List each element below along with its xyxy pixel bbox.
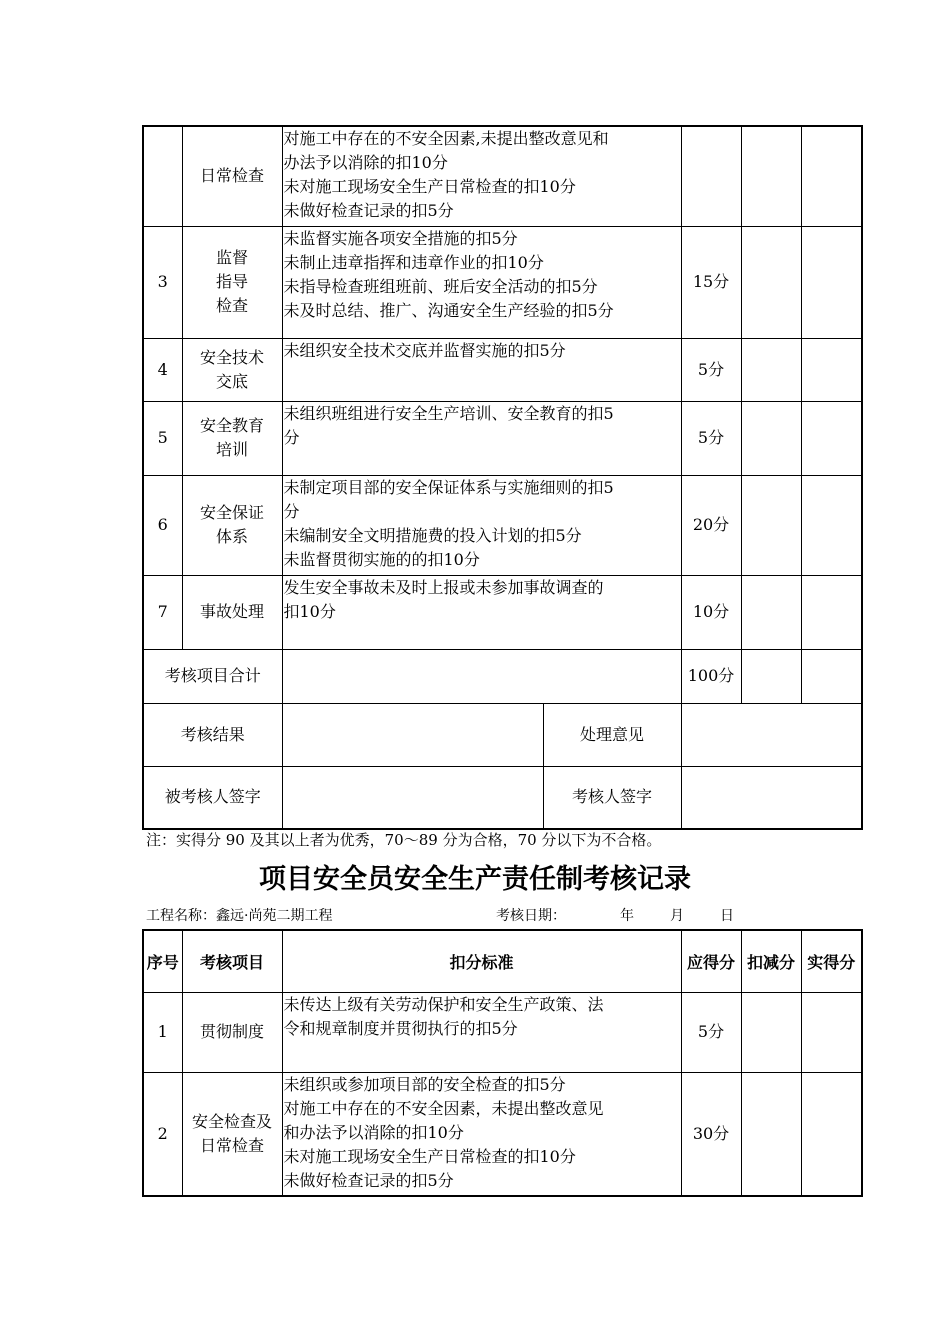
total-actual	[801, 649, 862, 703]
criteria-line: 令和规章制度并贯彻执行的扣5分	[283, 1018, 518, 1038]
header-item: 考核项目	[182, 930, 282, 992]
row-deducted-score	[741, 475, 801, 575]
criteria-line: 分	[283, 501, 300, 521]
total-criteria-empty	[282, 649, 681, 703]
criteria-line: 未指导检查班组班前、班后安全活动的扣5分	[283, 276, 598, 296]
criteria-line: 未组织安全技术交底并监督实施的扣5分	[283, 340, 566, 360]
item-line: 日常检查	[199, 166, 264, 186]
record-info	[146, 905, 866, 925]
opinion-label: 处理意见	[543, 703, 681, 766]
item-line: 培训	[215, 440, 248, 459]
header-due-score: 应得分	[681, 930, 741, 992]
row-item	[182, 475, 282, 575]
row-criteria	[282, 126, 681, 226]
date-month: 月	[670, 908, 684, 924]
item-line: 贯彻制度	[199, 1022, 264, 1041]
criteria-line: 未及时总结、推广、沟通安全生产经验的扣5分	[283, 300, 614, 320]
criteria-line: 和办法予以消除的扣10分	[283, 1122, 464, 1142]
assessor-sign-value	[681, 766, 862, 829]
project-name: 工程名称：鑫远·尚苑二期工程	[146, 908, 333, 924]
criteria-line: 未制定项目部的安全保证体系与实施细则的扣5	[283, 477, 614, 497]
total-deducted	[741, 649, 801, 703]
row-actual-score	[801, 992, 862, 1072]
criteria-line: 未组织或参加项目部的安全检查的扣5分	[283, 1074, 566, 1094]
row-actual-score	[801, 401, 862, 475]
result-label: 考核结果	[143, 703, 282, 766]
criteria-line: 未制止违章指挥和违章作业的扣10分	[283, 252, 544, 272]
row-due-score: 5分	[681, 401, 741, 475]
page-title: 项目安全员安全生产责任制考核记录	[259, 864, 691, 895]
item-line: 检查	[215, 296, 248, 315]
header-row	[143, 930, 862, 992]
row-actual-score	[801, 126, 862, 226]
row-deducted-score	[741, 992, 801, 1072]
criteria-line: 分	[283, 427, 300, 447]
table-row	[143, 126, 862, 226]
grading-note: 注：实得分 90 及其以上者为优秀，70～89 分为合格，70 分以下为不合格。	[146, 831, 662, 849]
total-score: 100分	[681, 649, 741, 703]
row-deducted-score	[741, 226, 801, 338]
row-item	[182, 1072, 282, 1196]
row-actual-score	[801, 226, 862, 338]
item-line: 安全教育	[199, 416, 264, 435]
opinion-value	[681, 703, 862, 766]
row-deducted-score	[741, 575, 801, 649]
table-row	[143, 226, 862, 338]
criteria-line: 未对施工现场安全生产日常检查的扣10分	[283, 1146, 576, 1166]
table-row	[143, 1072, 862, 1196]
date-label: 考核日期：	[496, 908, 566, 924]
table-row	[143, 992, 862, 1072]
row-due-score: 5分	[681, 992, 741, 1072]
row-deducted-score	[741, 1072, 801, 1196]
row-criteria	[282, 575, 681, 649]
row-actual-score	[801, 1072, 862, 1196]
table-row	[143, 338, 862, 401]
criteria-line: 未组织班组进行安全生产培训、安全教育的扣5	[283, 403, 614, 423]
item-line: 日常检查	[199, 1135, 264, 1155]
item-line: 监督	[215, 248, 248, 267]
row-item	[182, 575, 282, 649]
row-criteria	[282, 992, 681, 1072]
criteria-line: 未监督贯彻实施的的扣10分	[283, 549, 480, 569]
header-deducted: 扣减分	[741, 930, 801, 992]
assessor-sign-label: 考核人签字	[543, 766, 681, 829]
date-day: 日	[720, 908, 734, 924]
criteria-line: 发生安全事故未及时上报或未参加事故调查的	[283, 577, 604, 597]
row-number: 6	[143, 475, 182, 575]
row-item	[182, 226, 282, 338]
item-line: 指导	[215, 272, 248, 291]
row-item	[182, 338, 282, 401]
row-actual-score	[801, 475, 862, 575]
row-actual-score	[801, 575, 862, 649]
assessee-sign-label: 被考核人签字	[143, 766, 282, 829]
row-criteria	[282, 226, 681, 338]
total-label: 考核项目合计	[143, 649, 282, 703]
criteria-line: 办法予以消除的扣10分	[283, 153, 448, 172]
header-criteria: 扣分标准	[282, 930, 681, 992]
item-line: 体系	[215, 527, 248, 546]
row-due-score: 20分	[681, 475, 741, 575]
date-year: 年	[620, 908, 634, 924]
row-criteria	[282, 1072, 681, 1196]
row-deducted-score	[741, 338, 801, 401]
criteria-line: 对施工中存在的不安全因素,未提出整改意见和	[283, 129, 609, 148]
row-deducted-score	[741, 401, 801, 475]
row-due-score: 5分	[681, 338, 741, 401]
row-item	[182, 401, 282, 475]
row-due-score	[681, 126, 741, 226]
item-line: 交底	[215, 371, 248, 391]
criteria-line: 未传达上级有关劳动保护和安全生产政策、法	[283, 994, 604, 1014]
row-criteria	[282, 401, 681, 475]
assessment-table	[142, 929, 863, 1197]
table-row	[143, 575, 862, 649]
criteria-line: 未对施工现场安全生产日常检查的扣10分	[283, 177, 576, 196]
item-line: 安全保证	[199, 503, 264, 522]
row-number: 2	[143, 1072, 182, 1196]
row-criteria	[282, 475, 681, 575]
assessee-sign-value	[282, 766, 543, 829]
row-number	[143, 126, 182, 226]
criteria-line: 未做好检查记录的扣5分	[283, 1170, 454, 1190]
row-criteria	[282, 338, 681, 401]
criteria-line: 未编制安全文明措施费的投入计划的扣5分	[283, 525, 582, 545]
row-item	[182, 126, 282, 226]
signature-row	[143, 766, 862, 829]
criteria-line: 对施工中存在的不安全因素，未提出整改意见	[283, 1098, 604, 1118]
row-number: 3	[143, 226, 182, 338]
row-number: 4	[143, 338, 182, 401]
header-actual: 实得分	[801, 930, 862, 992]
row-number: 5	[143, 401, 182, 475]
item-line: 安全技术	[199, 347, 264, 367]
criteria-line: 未监督实施各项安全措施的扣5分	[283, 228, 518, 248]
row-due-score: 15分	[681, 226, 741, 338]
total-row	[143, 649, 862, 703]
assessment-table-continued	[142, 125, 863, 830]
item-line: 事故处理	[199, 602, 264, 621]
criteria-line: 扣10分	[283, 601, 336, 621]
row-actual-score	[801, 338, 862, 401]
table-row	[143, 401, 862, 475]
row-number: 7	[143, 575, 182, 649]
result-value	[282, 703, 543, 766]
table-row	[143, 475, 862, 575]
row-due-score: 30分	[681, 1072, 741, 1196]
row-number: 1	[143, 992, 182, 1072]
row-deducted-score	[741, 126, 801, 226]
row-item	[182, 992, 282, 1072]
result-row	[143, 703, 862, 766]
item-line: 安全检查及	[191, 1111, 272, 1131]
criteria-line: 未做好检查记录的扣5分	[283, 201, 454, 220]
header-no: 序号	[143, 930, 182, 992]
row-due-score: 10分	[681, 575, 741, 649]
